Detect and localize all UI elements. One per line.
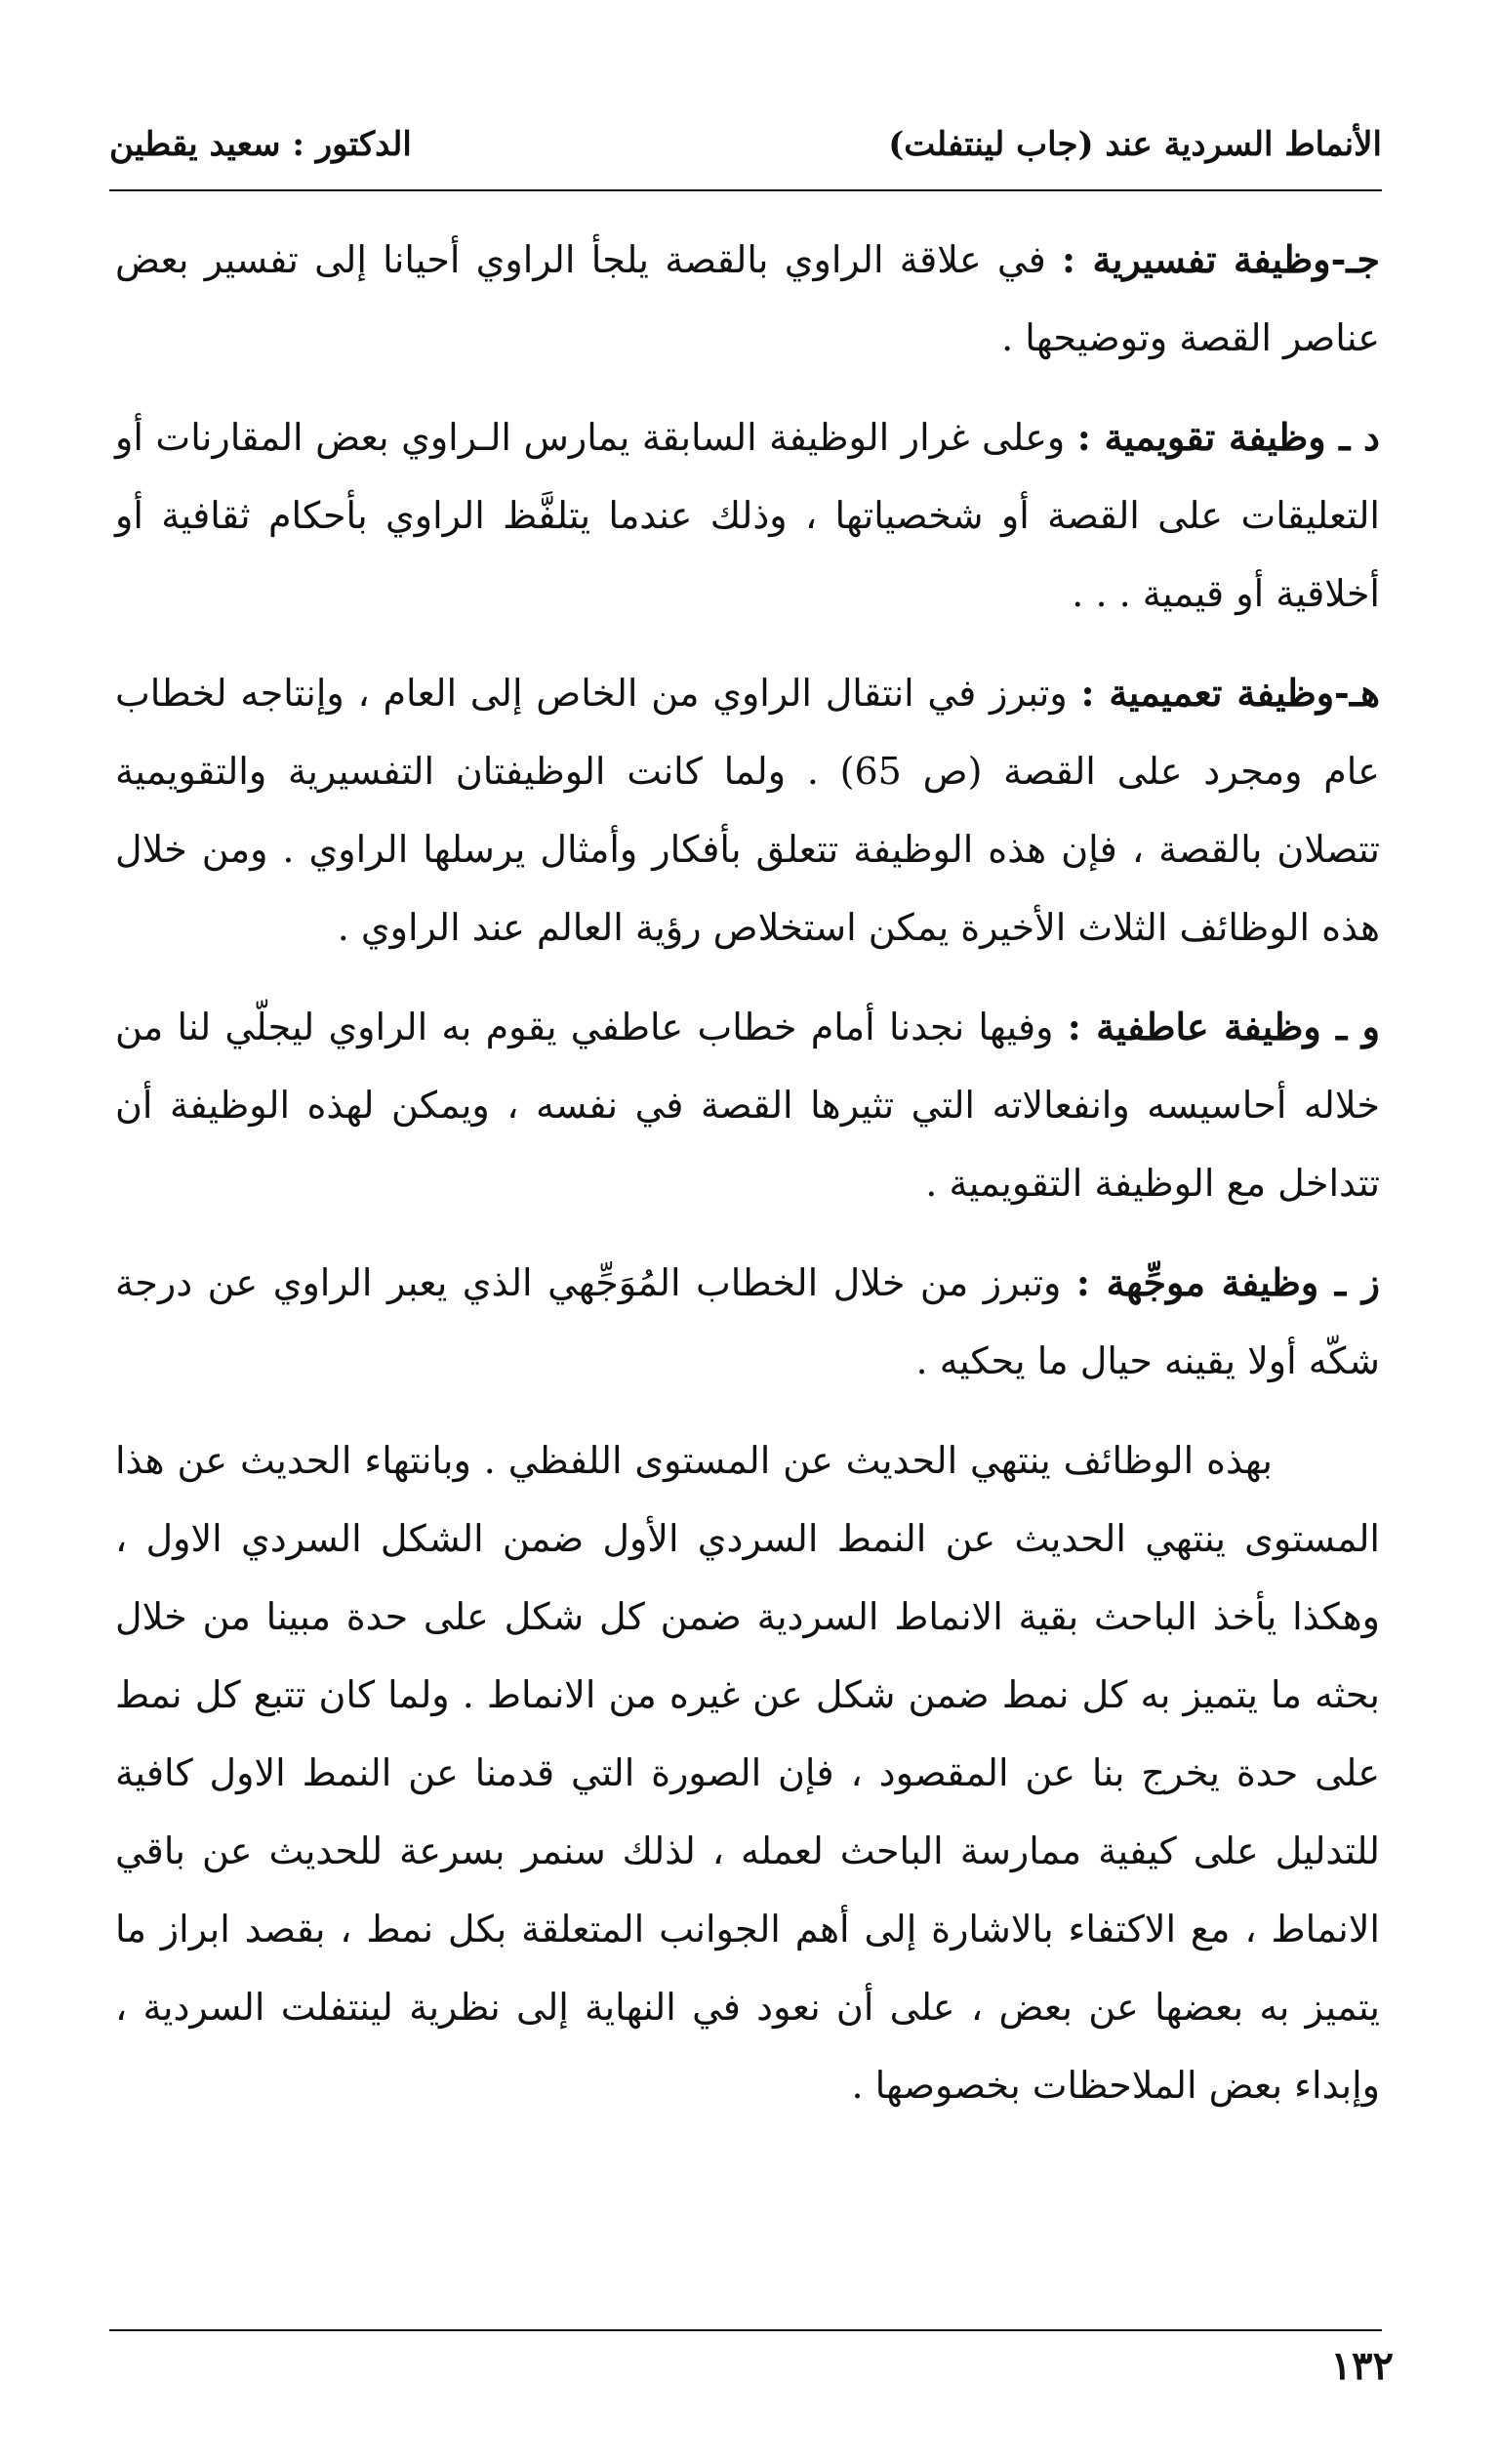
item-label: هـ-وظيفة تعميمية : bbox=[1080, 671, 1380, 715]
footer-divider bbox=[109, 2329, 1382, 2331]
item-label: و ـ وظيفة عاطفية : bbox=[1067, 1005, 1380, 1048]
page-body bbox=[115, 221, 1380, 2124]
item-text: في علاقة الراوي بالقصة يلجأ الراوي أحيانا إلى تفسير بعض عناصر القصة وتوضيحها . bbox=[115, 238, 1380, 359]
item-label: ز ـ وظيفة موجِّهة : bbox=[1075, 1260, 1380, 1304]
running-header bbox=[109, 125, 1382, 184]
page-number: ١٣٢ bbox=[1330, 2343, 1394, 2389]
function-item-interpretive bbox=[115, 221, 1380, 377]
running-author: الدكتور : سعيد يقطين bbox=[109, 125, 412, 164]
item-text: وعلى غرار الوظيفة السابقة يمارس الـراوي بعض المقارنات أو التعليقات على القصة أو شخصياتها ، وذلك عندما يتلفَّظ الراوي بأحكام ثقافية أو أخلاقية أو قيمية . . . bbox=[115, 416, 1380, 615]
item-text: وفيها نجدنا أمام خطاب عاطفي يقوم به الراوي ليجلّي لنا من خلاله أحاسيسه وانفعالاته التي تثيرها القصة في نفسه ، ويمكن لهذه الوظيفة أن تتداخل مع الوظيفة التقويمية . bbox=[115, 1006, 1380, 1205]
function-item-emotive bbox=[115, 988, 1380, 1222]
function-item-modalizing bbox=[115, 1244, 1380, 1400]
item-text: وتبرز في انتقال الراوي من الخاص إلى العام ، وإنتاجه لخطاب عام ومجرد على القصة (ص 65) . ولما كانت الوظيفتان التفسيرية والتقويمية تتصلان بالقصة ، فإن هذه الوظيفة تتعلق بأفكار وأمثال يرسلها الراوي . ومن خلال هذه الوظائف الثلاث الأخيرة يمكن استخلاص رؤية العالم عند الراوي . bbox=[115, 672, 1380, 949]
running-title: الأنماط السردية عند (جاب لينتفلت) bbox=[888, 125, 1382, 164]
item-label: جـ-وظيفة تفسيرية : bbox=[1062, 237, 1380, 281]
function-item-evaluative bbox=[115, 398, 1380, 633]
item-text: وتبرز من خلال الخطاب المُوَجِّهي الذي يعبر الراوي عن درجة شكّه أولا يقينه حيال ما يحكيه . bbox=[115, 1261, 1380, 1382]
function-item-generalizing bbox=[115, 654, 1380, 966]
header-divider bbox=[109, 189, 1382, 191]
closing-paragraph: بهذه الوظائف ينتهي الحديث عن المستوى اللفظي . وبانتهاء الحديث عن هذا المستوى ينتهي الحديث عن النمط السردي الأول ضمن الشكل السردي الاول ، وهكذا يأخذ الباحث بقية الانماط السردية ضمن كل شكل على حدة مبينا من خلال بحثه ما يتميز به كل نمط ضمن شكل عن غيره من الانماط . ولما كان تتبع كل نمط على حدة يخرج بنا عن المقصود ، فإن الصورة التي قدمنا عن النمط الاول كافية للتدليل على كيفية ممارسة الباحث لعمله ، لذلك سنمر بسرعة للحديث عن باقي الانماط ، مع الاكتفاء بالاشارة إلى أهم الجوانب المتعلقة بكل نمط ، بقصد ابراز ما يتميز به بعضها عن بعض ، على أن نعود في النهاية إلى نظرية لينتفلت السردية ، وإبداء بعض الملاحظات بخصوصها . bbox=[115, 1439, 1380, 2107]
item-label: د ـ وظيفة تقويمية : bbox=[1076, 415, 1380, 459]
